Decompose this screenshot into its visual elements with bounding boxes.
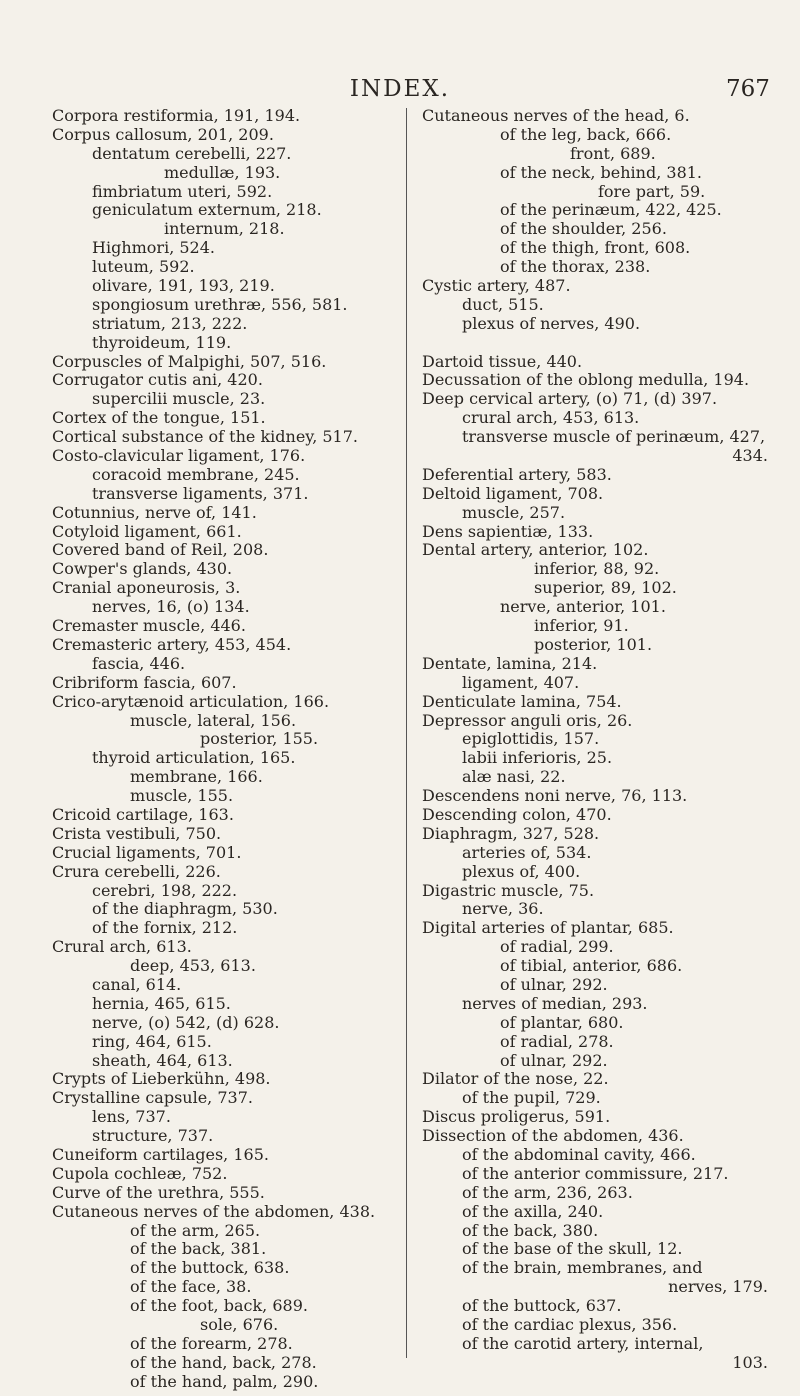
index-column-right	[422, 107, 782, 1373]
index-entry: of the leg, back, 666.	[500, 124, 672, 144]
index-entry: of the abdominal cavity, 466.	[462, 1144, 696, 1164]
index-entry: supercilii muscle, 23.	[92, 389, 266, 409]
index-entry: Cupola cochleæ, 752.	[52, 1163, 228, 1183]
index-entry: Covered band of Reil, 208.	[52, 540, 269, 560]
index-entry: ligament, 407.	[462, 672, 580, 692]
index-entry: of the anterior commissure, 217.	[462, 1163, 729, 1183]
index-entry: Cuneiform cartilages, 165.	[52, 1144, 269, 1164]
index-entry: of the face, 38.	[130, 1277, 252, 1297]
index-entry: Crural arch, 613.	[52, 937, 192, 957]
index-entry: internum, 218.	[164, 219, 285, 239]
index-entry: of the forearm, 278.	[130, 1333, 293, 1353]
page-number: 767	[726, 76, 770, 102]
index-entry: muscle, 155.	[130, 786, 234, 806]
index-entry: Crista vestibuli, 750.	[52, 823, 222, 843]
index-entry: Cranial aponeurosis, 3.	[52, 578, 241, 598]
index-entry: inferior, 88, 92.	[534, 559, 660, 579]
index-entry: alæ nasi, 22.	[462, 767, 566, 787]
index-entry: of the foot, back, 689.	[130, 1296, 308, 1316]
index-entry: thyroid articulation, 165.	[92, 748, 296, 768]
index-entry: of the axilla, 240.	[462, 1201, 604, 1221]
index-entry: nerves, 179.	[668, 1277, 768, 1297]
index-entry: olivare, 191, 193, 219.	[92, 276, 275, 296]
index-entry: 103.	[732, 1352, 768, 1372]
index-entry: of radial, 278.	[500, 1031, 614, 1051]
index-entry: Cricoid cartilage, 163.	[52, 804, 234, 824]
index-entry: Deep cervical artery, (o) 71, (d) 397.	[422, 389, 718, 409]
index-entry: of the brain, membranes, and	[462, 1258, 703, 1278]
index-entry: fimbriatum uteri, 592.	[92, 181, 273, 201]
index-entry: Cystic artery, 487.	[422, 276, 571, 296]
index-entry: canal, 614.	[92, 974, 182, 994]
index-entry: plexus of nerves, 490.	[462, 313, 641, 333]
index-entry: of the buttock, 637.	[462, 1296, 622, 1316]
index-entry: structure, 737.	[92, 1126, 214, 1146]
index-entry: membrane, 166.	[130, 767, 263, 787]
index-entry: fascia, 446.	[92, 653, 186, 673]
index-entry: Cortical substance of the kidney, 517.	[52, 427, 358, 447]
index-entry: lens, 737.	[92, 1107, 171, 1127]
index-entry: nerve, (o) 542, (d) 628.	[92, 1012, 280, 1032]
index-entry: Digastric muscle, 75.	[422, 880, 595, 900]
index-entry: Decussation of the oblong medulla, 194.	[422, 370, 750, 390]
index-entry: Corpuscles of Malpighi, 507, 516.	[52, 351, 327, 371]
index-entry: front, 689.	[570, 143, 656, 163]
index-entry: Dissection of the abdomen, 436.	[422, 1126, 684, 1146]
column-divider	[406, 108, 407, 1358]
index-entry: coracoid membrane, 245.	[92, 464, 300, 484]
index-entry: ring, 464, 615.	[92, 1031, 212, 1051]
index-entry: of the buttock, 638.	[130, 1258, 290, 1278]
index-column-left	[52, 107, 412, 1392]
index-entry: Cutaneous nerves of the abdomen, 438.	[52, 1201, 376, 1221]
index-entry: Costo-clavicular ligament, 176.	[52, 446, 306, 466]
index-entry: Deltoid ligament, 708.	[422, 483, 604, 503]
index-entry: fore part, 59.	[598, 181, 706, 201]
index-entry: Cremaster muscle, 446.	[52, 616, 246, 636]
index-entry: inferior, 91.	[534, 616, 629, 636]
index-entry: Descending colon, 470.	[422, 804, 612, 824]
index-entry: Crura cerebelli, 226.	[52, 861, 221, 881]
index-entry: of ulnar, 292.	[500, 1050, 608, 1070]
index-entry: of the fornix, 212.	[92, 918, 238, 938]
index-entry: muscle, 257.	[462, 502, 566, 522]
index-entry: Depressor anguli oris, 26.	[422, 710, 633, 730]
index-entry: Cremasteric artery, 453, 454.	[52, 634, 292, 654]
index-entry: of the arm, 236, 263.	[462, 1182, 633, 1202]
index-entry: of the hand, palm, 290.	[130, 1371, 319, 1391]
index-entry: spongiosum urethræ, 556, 581.	[92, 294, 348, 314]
index-entry: labii inferioris, 25.	[462, 748, 613, 768]
index-entry: sole, 676.	[200, 1315, 279, 1334]
index-entry: Deferential artery, 583.	[422, 464, 612, 484]
index-entry: of the perinæum, 422, 425.	[500, 200, 722, 220]
index-entry: Diaphragm, 327, 528.	[422, 823, 600, 843]
index-entry: duct, 515.	[462, 294, 544, 314]
index-entry: Highmori, 524.	[92, 238, 215, 258]
index-entry: muscle, lateral, 156.	[130, 710, 297, 730]
index-entry: of the hand, back, 278.	[130, 1352, 317, 1372]
index-entry: of the thorax, 238.	[500, 257, 651, 277]
index-entry: deep, 453, 613.	[130, 956, 256, 976]
index-entry: luteum, 592.	[92, 257, 195, 277]
index-entry: cerebri, 198, 222.	[92, 880, 238, 900]
index-entry: Denticulate lamina, 754.	[422, 691, 622, 711]
index-entry: of the neck, behind, 381.	[500, 162, 703, 182]
index-entry: crural arch, 453, 613.	[462, 408, 640, 428]
column-gap	[422, 334, 782, 353]
index-entry: of the arm, 265.	[130, 1220, 261, 1240]
index-entry: epiglottidis, 157.	[462, 729, 600, 749]
index-entry: Crystalline capsule, 737.	[52, 1088, 253, 1108]
index-entry: of the base of the skull, 12.	[462, 1239, 683, 1259]
index-entry: plexus of, 400.	[462, 861, 581, 881]
index-entry: Dental artery, anterior, 102.	[422, 540, 649, 560]
index-entry: hernia, 465, 615.	[92, 993, 231, 1013]
index-entry: Descendens noni nerve, 76, 113.	[422, 786, 688, 806]
index-entry: superior, 89, 102.	[534, 578, 677, 598]
page-header-title: INDEX.	[349, 76, 451, 102]
index-entry: of the shoulder, 256.	[500, 219, 667, 239]
index-entry: geniculatum externum, 218.	[92, 200, 322, 220]
index-entry: Cotunnius, nerve of, 141.	[52, 502, 257, 522]
index-entry: Corpus callosum, 201, 209.	[52, 124, 274, 144]
index-entry: posterior, 101.	[534, 634, 653, 654]
index-entry: medullæ, 193.	[164, 162, 281, 182]
index-entry: Dens sapientiæ, 133.	[422, 521, 594, 541]
index-entry: Corpora restiformia, 191, 194.	[52, 106, 301, 125]
index-entry: of radial, 299.	[500, 937, 614, 957]
index-entry: Crypts of Lieberkühn, 498.	[52, 1069, 271, 1089]
index-entry: of the cardiac plexus, 356.	[462, 1315, 678, 1334]
index-entry: Digital arteries of plantar, 685.	[422, 918, 674, 938]
index-entry: Cotyloid ligament, 661.	[52, 521, 242, 541]
index-entry: of the thigh, front, 608.	[500, 238, 691, 258]
index-entry: of plantar, 680.	[500, 1012, 624, 1032]
index-entry: Corrugator cutis ani, 420.	[52, 370, 263, 390]
index-entry: nerve, anterior, 101.	[500, 597, 666, 617]
index-entry: of the back, 380.	[462, 1220, 599, 1240]
index-entry: sheath, 464, 613.	[92, 1050, 233, 1070]
index-entry: thyroideum, 119.	[92, 332, 232, 352]
index-entry: arteries of, 534.	[462, 842, 592, 862]
index-entry: of the back, 381.	[130, 1239, 267, 1259]
index-entry: Crucial ligaments, 701.	[52, 842, 242, 862]
index-entry: nerves, 16, (o) 134.	[92, 597, 250, 617]
index-entry: of ulnar, 292.	[500, 974, 608, 994]
index-entry: dentatum cerebelli, 227.	[92, 143, 292, 163]
index-entry: Dentate, lamina, 214.	[422, 653, 598, 673]
index-entry: of tibial, anterior, 686.	[500, 956, 683, 976]
index-entry: Cowper's glands, 430.	[52, 559, 233, 579]
index-entry: Cutaneous nerves of the head, 6.	[422, 106, 690, 125]
index-entry: Crico-arytænoid articulation, 166.	[52, 691, 330, 711]
index-entry: Dilator of the nose, 22.	[422, 1069, 609, 1089]
index-entry: posterior, 155.	[200, 729, 319, 749]
index-entry: of the carotid artery, internal,	[462, 1333, 704, 1353]
index-entry: Discus proligerus, 591.	[422, 1107, 611, 1127]
index-entry: Cribriform fascia, 607.	[52, 672, 237, 692]
index-entry: transverse ligaments, 371.	[92, 483, 309, 503]
index-entry: of the diaphragm, 530.	[92, 899, 278, 919]
index-entry: striatum, 213, 222.	[92, 313, 248, 333]
index-entry: 434.	[732, 446, 768, 466]
index-entry: nerves of median, 293.	[462, 993, 648, 1013]
index-entry: of the pupil, 729.	[462, 1088, 601, 1108]
index-entry: Dartoid tissue, 440.	[422, 351, 583, 371]
index-entry: Curve of the urethra, 555.	[52, 1182, 265, 1202]
index-entry: transverse muscle of perinæum, 427,	[462, 427, 766, 447]
index-entry: nerve, 36.	[462, 899, 544, 919]
index-entry: Cortex of the tongue, 151.	[52, 408, 266, 428]
